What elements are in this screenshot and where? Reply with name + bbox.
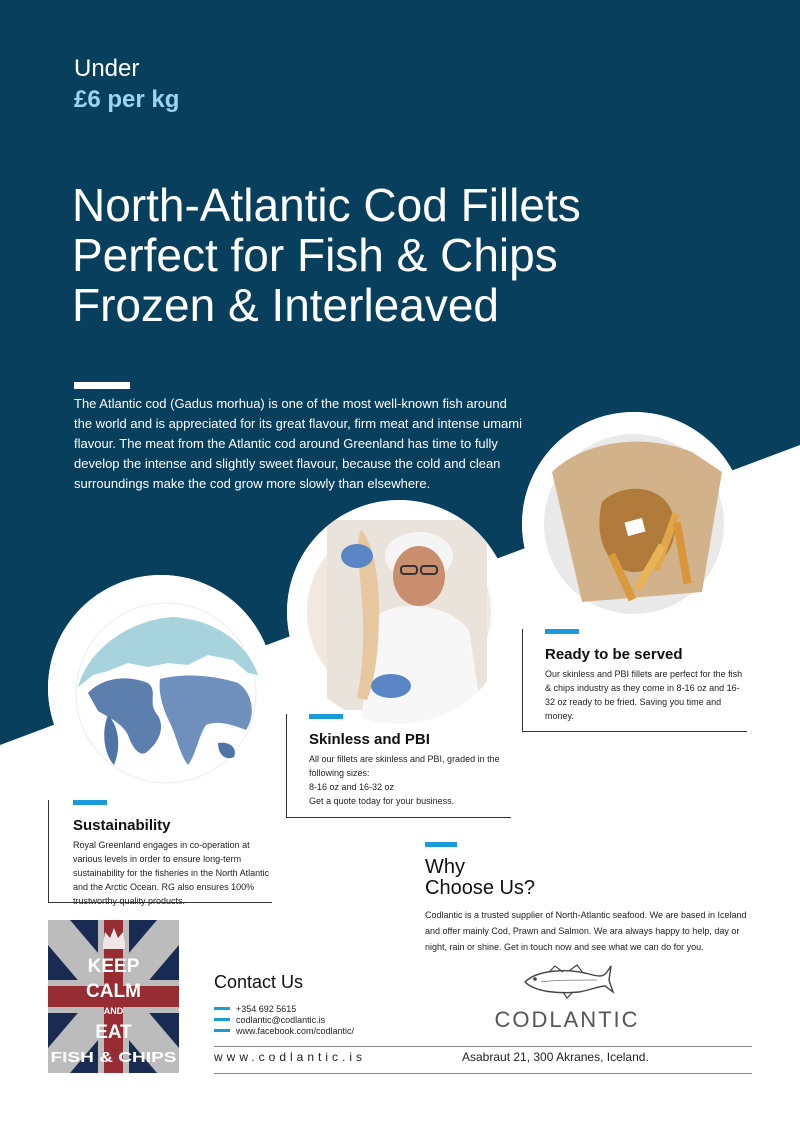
headline-line: Perfect for Fish & Chips <box>72 229 558 281</box>
poster-line: AND <box>103 1006 124 1016</box>
text-line: All our fillets are skinless and PBI, graded in the <box>309 754 500 764</box>
email-text: codlantic@codlantic.is <box>236 1014 326 1025</box>
fish-and-chips-image <box>522 412 746 636</box>
contact-phone[interactable] <box>214 1003 354 1014</box>
poster-line: KEEP <box>87 956 140 977</box>
title-line: Why <box>425 856 465 878</box>
contact-facebook[interactable] <box>214 1025 354 1036</box>
poster-line: EAT <box>95 1022 132 1043</box>
logo-wordmark: CODLANTIC <box>494 1007 640 1032</box>
website-link[interactable]: www.codlantic.is <box>214 1050 367 1064</box>
section-title <box>425 857 760 899</box>
price-value: £6 per kg <box>74 86 180 113</box>
bullet-dash <box>214 1018 230 1021</box>
page-title <box>72 180 772 330</box>
fish-processing-worker-image <box>287 500 511 724</box>
section-text: Codlantic is a trusted supplier of North-Atlantic seafood. We are based in Iceland and offer mainly Cod, Prawn and Salmon. We ara always happy to help, day or night, rain or shine. Get in touch now and see what we can do for you. <box>425 910 747 952</box>
title-line: Choose Us? <box>425 877 536 899</box>
divider <box>74 382 130 389</box>
accent-bar <box>309 714 343 719</box>
cod-fish-icon <box>519 960 615 1000</box>
why-choose-us-section <box>425 842 760 955</box>
contact-email[interactable] <box>214 1014 354 1025</box>
poster-line: CALM <box>86 981 141 1002</box>
text-line: Get a quote today for your business. <box>309 796 455 806</box>
bullet-dash <box>214 1007 230 1010</box>
bullet-dash <box>214 1029 230 1032</box>
accent-bar <box>73 800 107 805</box>
headline-line: North-Atlantic Cod Fillets <box>72 179 581 231</box>
skinless-and-pbi-section <box>286 714 511 818</box>
sustainability-section <box>48 800 272 906</box>
price-label: Under <box>74 55 140 82</box>
accent-bar <box>545 629 579 634</box>
section-title: Skinless and PBI <box>309 731 430 748</box>
section-text <box>309 752 511 808</box>
section-text: Our skinless and PBI fillets are perfect for the fish & chips industry as they come in 8-16 oz and 16-32 oz ready to be fried. Saving you time and money. <box>545 669 743 721</box>
headline-line: Frozen & Interleaved <box>72 279 500 331</box>
address-text: Asabraut 21, 300 Akranes, Iceland. <box>462 1050 649 1064</box>
ready-to-be-served-section <box>522 629 747 732</box>
text-line: following sizes: <box>309 768 370 778</box>
text-line: 8-16 oz and 16-32 oz <box>309 782 395 792</box>
footer-divider <box>214 1073 752 1074</box>
globe-image <box>48 575 274 801</box>
accent-bar <box>425 842 457 847</box>
keep-calm-poster <box>48 920 179 1073</box>
section-text: Royal Greenland engages in co-operation at various levels in order to ensure long-term sustainability for the fisheries in the North Atlantic and the Arctic Ocean. RG also ensures 100% trustworthy quality products. <box>73 840 270 906</box>
section-title: Sustainability <box>73 817 171 834</box>
contact-title: Contact Us <box>214 972 304 992</box>
facebook-text: www.facebook.com/codlantic/ <box>236 1025 355 1036</box>
poster-line: FISH & CHIPS <box>50 1049 177 1066</box>
price-tag <box>74 54 179 116</box>
codlantic-logo <box>482 960 652 1033</box>
phone-text: +354 692 5615 <box>236 1003 297 1014</box>
intro-paragraph: The Atlantic cod (Gadus morhua) is one of the most well-known fish around the world and is appreciated for its great flavour, firm meat and intense umami flavour. The meat from the Atlantic cod around Greenland has time to fully develop the intense and slightly sweet flavour, because the cold and clean surroundings make the cod grow more slowly than elsewhere. <box>74 396 522 491</box>
footer-divider <box>214 1046 752 1047</box>
section-title: Ready to be served <box>545 646 683 663</box>
contact-section <box>214 972 354 1036</box>
